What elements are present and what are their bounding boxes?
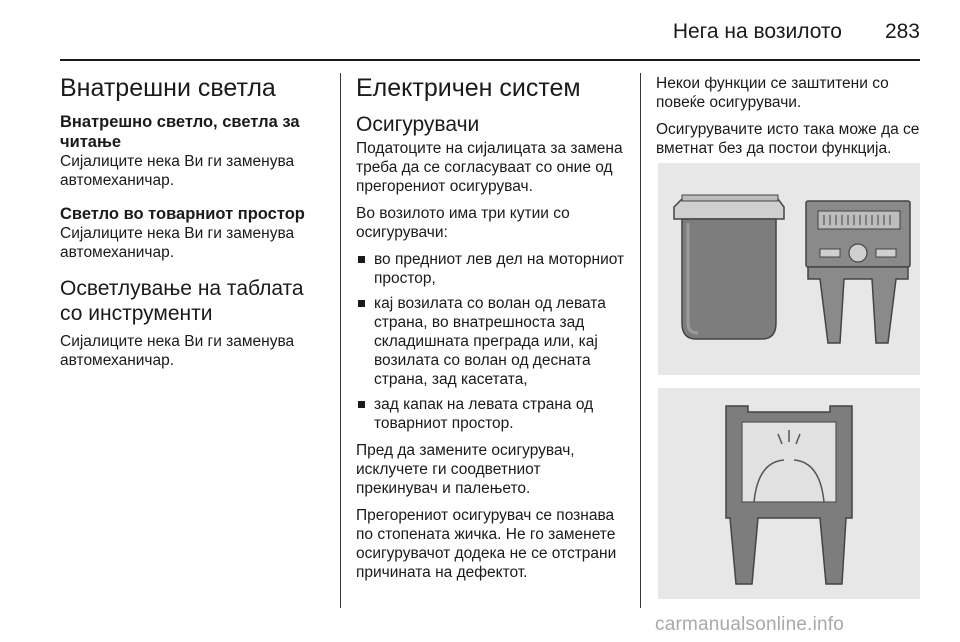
fuses-paragraph-6: Осигурувачите исто така може да се вметнат без да постои функција. — [656, 121, 920, 157]
list-item: зад капак на левата страна од товарниот простор. — [356, 395, 626, 433]
section-heading-electrical-system: Електричен систем — [356, 74, 581, 102]
column-divider-1 — [340, 73, 341, 608]
list-item: кај возилата со волан од левата страна, во внатрешноста зад складишната преграда или, кај возилата со волан од десната страна, зад касетата, — [356, 294, 626, 389]
fuses-paragraph-2: Во возилото има три кутии со осигурувачи: — [356, 205, 570, 241]
section-cargo-light — [60, 204, 330, 262]
page-header — [60, 0, 920, 58]
fuse-front-view — [806, 201, 910, 343]
column-3 — [656, 74, 924, 166]
fuse-side-view — [674, 195, 784, 339]
column-1 — [60, 74, 330, 384]
fuses-paragraph-3: Пред да замените осигурувач, исклучете ги соодветниот прекинувач и палењето. — [356, 442, 575, 497]
fuse-illustration-bottom — [658, 388, 920, 599]
section-heading-interior-lights: Внатрешни светла — [60, 74, 276, 102]
subsection-title-reading-lights: Внатрешно светло, светла за читање — [60, 113, 300, 151]
page-number: 283 — [884, 20, 920, 43]
subsection-title-cargo-light: Светло во товарниот простор — [60, 205, 305, 223]
list-item: во предниот лев дел на моторниот простор, — [356, 250, 626, 288]
header-title: Нега на возилото — [672, 20, 842, 43]
watermark: carmanualsonline.info — [655, 614, 845, 635]
section-instrument-panel — [60, 276, 330, 370]
subsection-text-reading-lights: Сијалиците нека Ви ги заменува автомеханичар. — [60, 153, 295, 189]
fuses-paragraph-1: Податоците на сијалицата за замена треба да се согласуваат со оние од прегорениот осигурувач. — [356, 140, 623, 195]
fuse-views-image — [658, 163, 920, 375]
fuse-illustration-top — [658, 163, 920, 375]
section-subheading-fuses: Осигурувачи — [356, 113, 480, 136]
blown-fuse-image — [658, 388, 920, 599]
section-interior-light — [60, 112, 330, 190]
fuses-paragraph-4: Прегорениот осигурувач се познава по стопената жичка. Не го заменете осигурувачот додека не се отстрани причината на дефектот. — [356, 507, 617, 581]
fuses-paragraph-5: Некои функции се заштитени со повеќе осигурувачи. — [656, 75, 889, 111]
section-text-instrument-panel: Сијалиците нека Ви ги заменува автомеханичар. — [60, 333, 295, 369]
fuse-box-list — [356, 250, 626, 433]
section-title-instrument-panel: Осветлување на таблата со инструменти — [60, 277, 304, 325]
subsection-text-cargo-light: Сијалиците нека Ви ги заменува автомеханичар. — [60, 225, 295, 261]
header-rule — [60, 59, 920, 61]
column-2 — [356, 74, 626, 590]
column-divider-2 — [640, 73, 641, 608]
